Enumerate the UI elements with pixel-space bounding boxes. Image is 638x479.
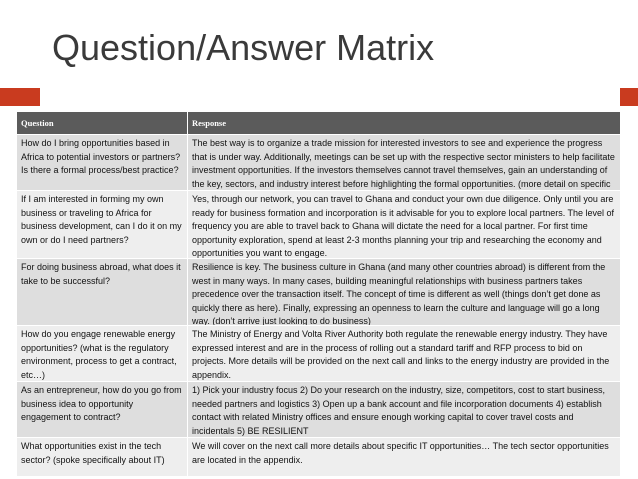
table-row [17, 259, 620, 326]
response-cell: The best way is to organize a trade mission for interested investors to see and experience the progress that is under way. Additionally, meetings can be set up with the respective sector ministers to help facilitate investment opportunities. If the investors themselves cannot travel themselves, gain an understanding of the key, sectors, and industry interest before highlighting the formal opportunities. (more detail on specific [192, 138, 615, 189]
table-header-row [17, 112, 620, 135]
response-cell: We will cover on the next call more details about specific IT opportunities… The tech sector opportunities are located in the appendix. [192, 441, 609, 465]
header-question: Question [17, 112, 188, 134]
table-row [17, 191, 620, 259]
table-row [17, 382, 620, 438]
question-cell: What opportunities exist in the tech sector? (spoke specifically about IT) [17, 438, 188, 476]
qa-matrix-table [17, 112, 620, 477]
slide-title: Question/Answer Matrix [52, 27, 435, 68]
header-response: Response [192, 118, 227, 128]
question-cell: If I am interested in forming my own business or traveling to Africa for business development, can I do it on my own or do I need partners? [17, 191, 188, 258]
response-cell: Resilience is key. The business culture in Ghana (and many other countries abroad) is different from the west in many ways. In many cases, building meaningful relationships with business partners takes precedence over the transaction itself. The concept of time is different as well (things don’t get done as quickly there as here). Finally, expressing an openness to learn the culture and language will go a long way. (don’t arrive just looking to do business) [192, 262, 606, 325]
table-row [17, 438, 620, 477]
table-row [17, 326, 620, 382]
accent-bar-right [620, 88, 638, 106]
question-cell: How do you engage renewable energy opportunities? (what is the regulatory environment, process to get a contract, etc…) [17, 326, 188, 381]
question-cell: How do I bring opportunities based in Africa to potential investors or partners? Is there a formal process/best practice? [17, 135, 188, 190]
response-cell: Yes, through our network, you can travel to Ghana and conduct your own due diligence. Only until you are ready for business formation and incorporation is it advisable for you to explore local partners. The level of frequency you are able to travel back to Ghana will dictate the need for a local partner. For first time opportunity exploration, spend at least 2-3 months planning your trip and researching the economy and opportunities you want to engage. [192, 194, 615, 258]
accent-bar-left [0, 88, 40, 106]
response-cell: The Ministry of Energy and Volta River Authority both regulate the renewable energy industry. They have expressed interest and are in the process of rolling out a standard tariff and RFP process to bid on projects. More details will be provided on the next call and links to the energy industry are provided in the appendix. [192, 329, 610, 380]
response-cell: 1) Pick your industry focus 2) Do your research on the industry, size, competitors, cost to start business, needed partners and logistics 3) Open up a bank account and file incorporation documents 4) establish contact with related Ministry offices and ensure enough working capital to cover travel costs and incidentals 5) BE RESILIENT [192, 385, 606, 436]
table-row [17, 135, 620, 191]
question-cell: As an entrepreneur, how do you go from business idea to opportunity engagement to contract? [17, 382, 188, 437]
question-cell: For doing business abroad, what does it take to be successful? [17, 259, 188, 325]
